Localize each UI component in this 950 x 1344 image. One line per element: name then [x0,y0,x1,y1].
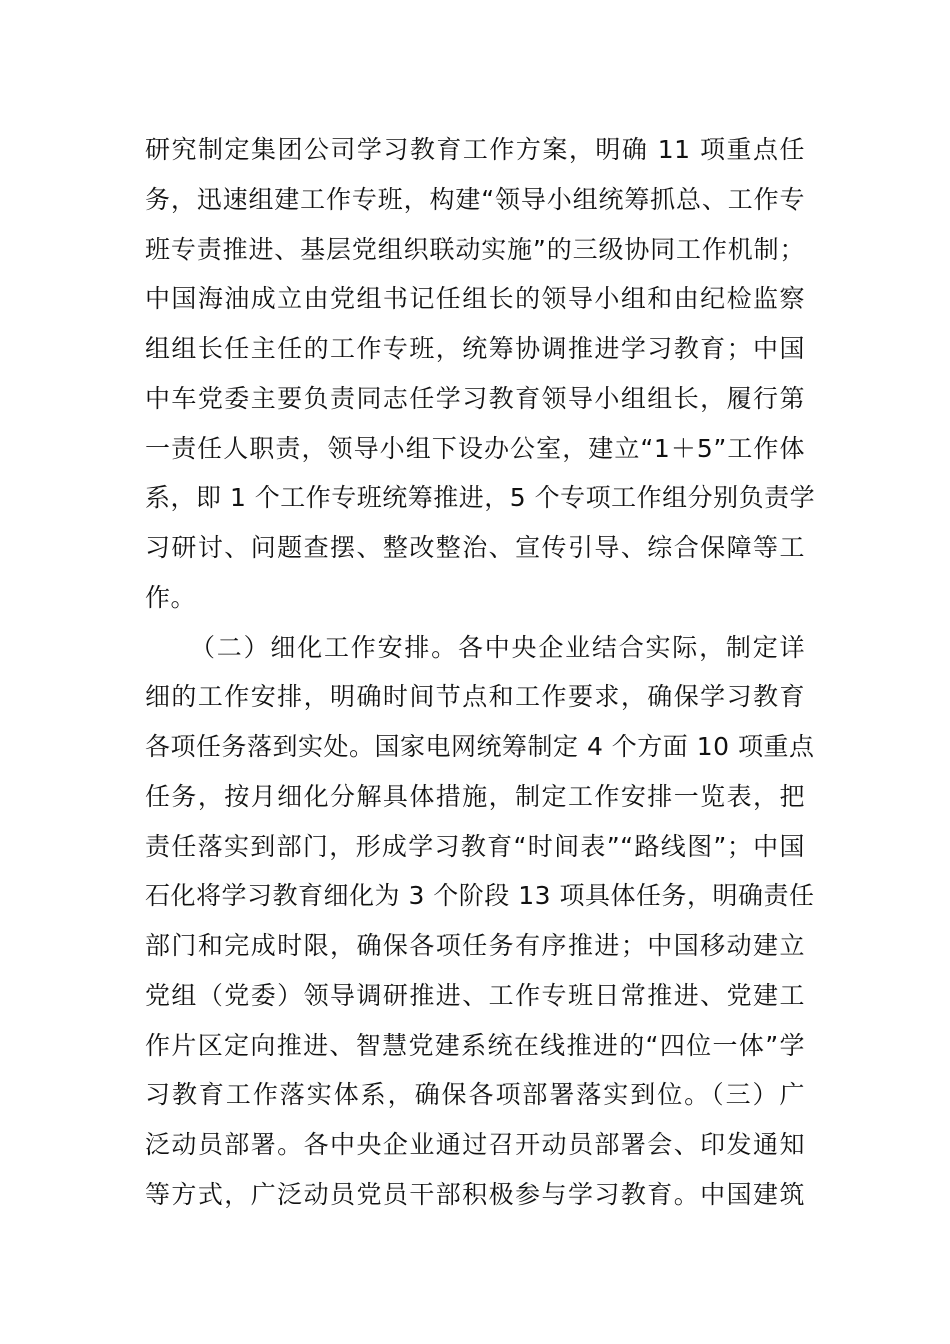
text-line: （二）细化工作安排。各中央企业结合实际，制定详 [190,632,805,662]
text-line: 班专责推进、基层党组织联动实施”的三级协同工作机制； [145,234,805,264]
text-line: 习教育工作落实体系，确保各项部署落实到位。（三）广 [145,1080,805,1110]
text-line: 各项任务落到实处。国家电网统筹制定 4 个方面 10 项重点 [145,732,815,762]
text-line: 系，即 1 个工作专班统筹推进，5 个专项工作组分别负责学 [145,483,816,513]
text-line: 习研讨、问题查摆、整改整治、宣传引导、综合保障等工 [145,533,805,563]
text-line: 中车党委主要负责同志任学习教育领导小组组长，履行第 [145,383,805,413]
text-line: 任务，按月细化分解具体措施，制定工作安排一览表，把 [145,781,805,811]
text-line: 一责任人职责，领导小组下设办公室，建立“1＋5”工作体 [145,433,805,463]
text-line: 细的工作安排，明确时间节点和工作要求，确保学习教育 [145,682,805,712]
text-line: 作片区定向推进、智慧党建系统在线推进的“四位一体”学 [145,1030,805,1060]
text-line: 部门和完成时限，确保各项任务有序推进；中国移动建立 [145,931,805,961]
text-line: 等方式，广泛动员党员干部积极参与学习教育。中国建筑 [145,1179,805,1209]
text-line: 泛动员部署。各中央企业通过召开动员部署会、印发通知 [145,1130,805,1160]
text-line: 作。 [145,582,197,612]
text-line: 研究制定集团公司学习教育工作方案，明确 11 项重点任 [145,135,805,164]
text-line: 务，迅速组建工作专班，构建“领导小组统筹抓总、工作专 [145,184,805,214]
text-line: 中国海油成立由党组书记任组长的领导小组和由纪检监察 [145,284,805,314]
text-line: 责任落实到部门，形成学习教育“时间表”“路线图”；中国 [145,831,805,861]
text-line: 石化将学习教育细化为 3 个阶段 13 项具体任务，明确责任 [145,881,815,911]
text-line: 党组（党委）领导调研推进、工作专班日常推进、党建工 [145,980,805,1010]
text-line: 组组长任主任的工作专班，统筹协调推进学习教育；中国 [145,334,805,364]
